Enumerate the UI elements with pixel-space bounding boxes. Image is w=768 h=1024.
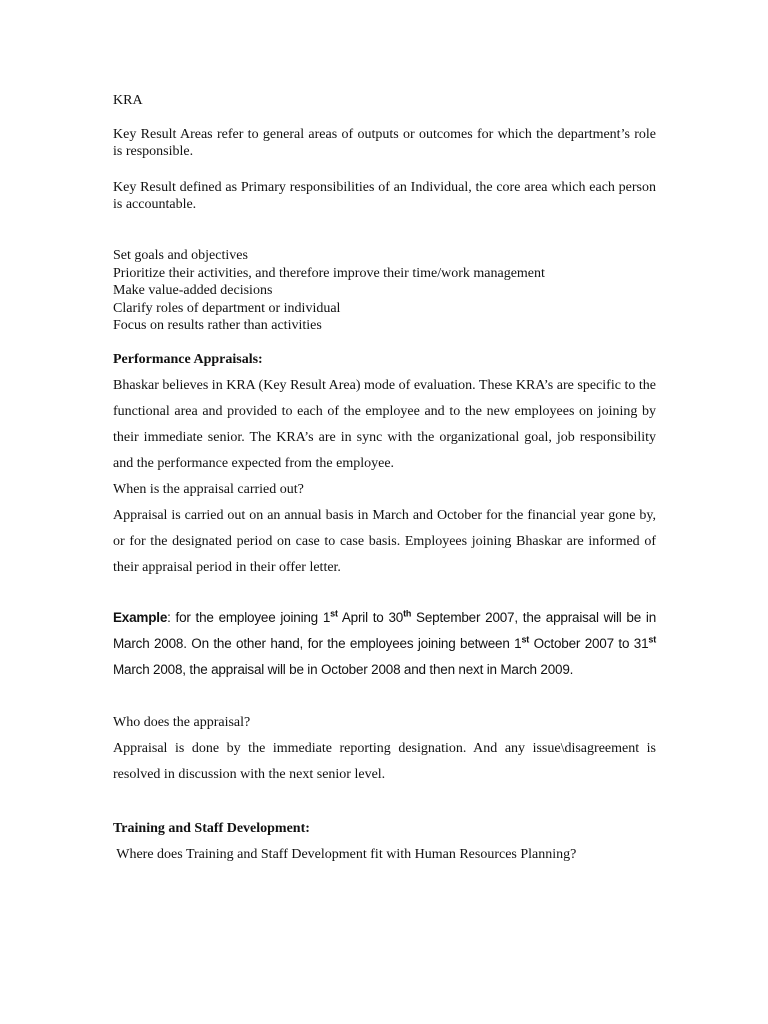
kra-benefits-list: [113, 247, 656, 335]
example-paragraph: Example: for the employee joining 1st April to 30th September 2007, the appraisal will be in March 2008. On the other hand, for the employees joining between 1st October 2007 to 31st March 2008, the appraisal will be in October 2008 and then next in March 2009.: [113, 608, 657, 677]
list-item: Prioritize their activities, and therefore improve their time/work management: [113, 265, 545, 281]
kra-heading: KRA: [113, 93, 143, 108]
training-question: Where does Training and Staff Development fit with Human Resources Planning?: [113, 847, 577, 862]
performance-paragraph: Bhaskar believes in KRA (Key Result Area) mode of evaluation. These KRA’s are specific to the functional area and provided to each of the employee and to the new employees on joining by their immediate senior. The KRA’s are in sync with the organizational goal, job responsibility and the performance expected from the employee.: [113, 378, 656, 471]
performance-appraisals-heading: Performance Appraisals:: [113, 352, 263, 367]
list-item: Focus on results rather than activities: [113, 318, 322, 333]
list-item: Set goals and objectives: [113, 248, 248, 263]
example-label: Example: [113, 610, 168, 625]
who-answer: Appraisal is done by the immediate reporting designation. And any issue\disagreement is resolved in discussion with the next senior level.: [113, 741, 656, 782]
kra-definition: Key Result Areas refer to general areas of outputs or outcomes for which the department’s role is responsible.: [113, 127, 656, 159]
who-question: Who does the appraisal?: [113, 715, 251, 730]
key-result-definition: Key Result defined as Primary responsibilities of an Individual, the core area which each person is accountable.: [113, 180, 656, 212]
when-question: When is the appraisal carried out?: [113, 482, 304, 497]
list-item: Make value-added decisions: [113, 283, 273, 298]
when-answer: Appraisal is carried out on an annual basis in March and October for the financial year gone by, or for the designated period on case to case basis. Employees joining Bhaskar are informed of their appraisal period in their offer letter.: [113, 508, 656, 575]
list-item: Clarify roles of department or individual: [113, 300, 341, 316]
training-heading: Training and Staff Development:: [113, 821, 310, 836]
